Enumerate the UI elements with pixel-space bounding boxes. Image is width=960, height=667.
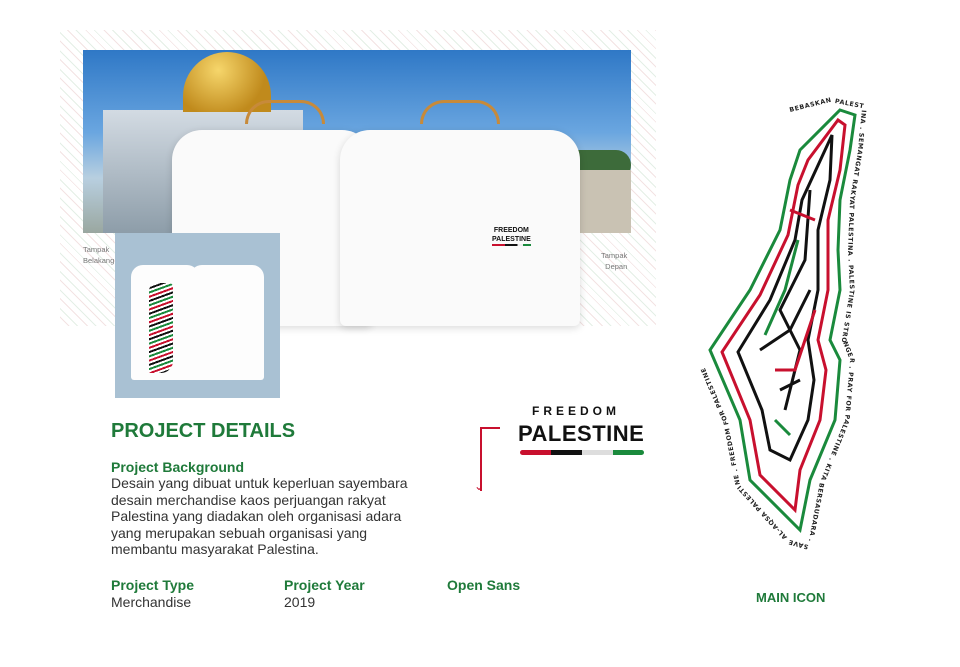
main-icon-label: MAIN ICON: [756, 590, 826, 605]
background-text: Desain yang dibuat untuk keperluan sayembara desain merchandise kaos perjuangan rakyat Palestina yang diadakan oleh organisasi adara yang merupakan sebuah organisasi yang membantu masyarakat Palestina.: [111, 475, 408, 557]
section-title: PROJECT DETAILS: [111, 420, 296, 442]
hanger-icon: [245, 100, 325, 124]
caption-front-line2: Depan: [605, 262, 628, 271]
palestine-maze-map-icon: [690, 90, 890, 560]
inset-mockup-photo: [115, 233, 280, 398]
hanger-icon: [420, 100, 500, 124]
logo-flag-bar: [520, 450, 644, 455]
map-ring-text-path: BEBASKAN PALESTINA . SEMANGAT RAKYAT PALESTINA . PALESTINE IS STRONGER . PRAY FOR PALESTINE . KITA BERSAUDARA . SAVE AL-AQSA PALESTINE . FREEDOM FOR PALESTINE: [699, 96, 867, 551]
arrow-down-icon: ⌄: [474, 479, 485, 493]
caption-back: [83, 244, 114, 266]
shirt-logo-bar: [492, 244, 531, 246]
caption-front: [601, 250, 627, 272]
caption-back-line1: Tampak: [83, 245, 110, 254]
shirt-logo-line2: PALESTINE: [492, 236, 531, 243]
tshirt-front-mockup: [340, 130, 580, 326]
shirt-logo-line1: FREEDOM: [493, 227, 529, 234]
year-label: Project Year: [284, 577, 365, 593]
mini-map-print: [149, 283, 173, 373]
arrow-line: [480, 427, 500, 429]
type-value: Merchandise: [111, 594, 192, 610]
mini-shirt-front: [190, 265, 264, 380]
logo-palestine: PALESTINE: [518, 421, 645, 446]
caption-front-line1: Tampak: [601, 251, 628, 260]
caption-back-line2: Belakang: [83, 256, 115, 265]
shirt-chest-logo: [492, 226, 531, 246]
font-label: Open Sans: [447, 577, 521, 593]
logo-freedom: FREEDOM: [532, 404, 620, 418]
year-value: 2019: [284, 594, 316, 610]
background-label: Project Background: [111, 459, 245, 475]
type-label: Project Type: [111, 577, 194, 593]
